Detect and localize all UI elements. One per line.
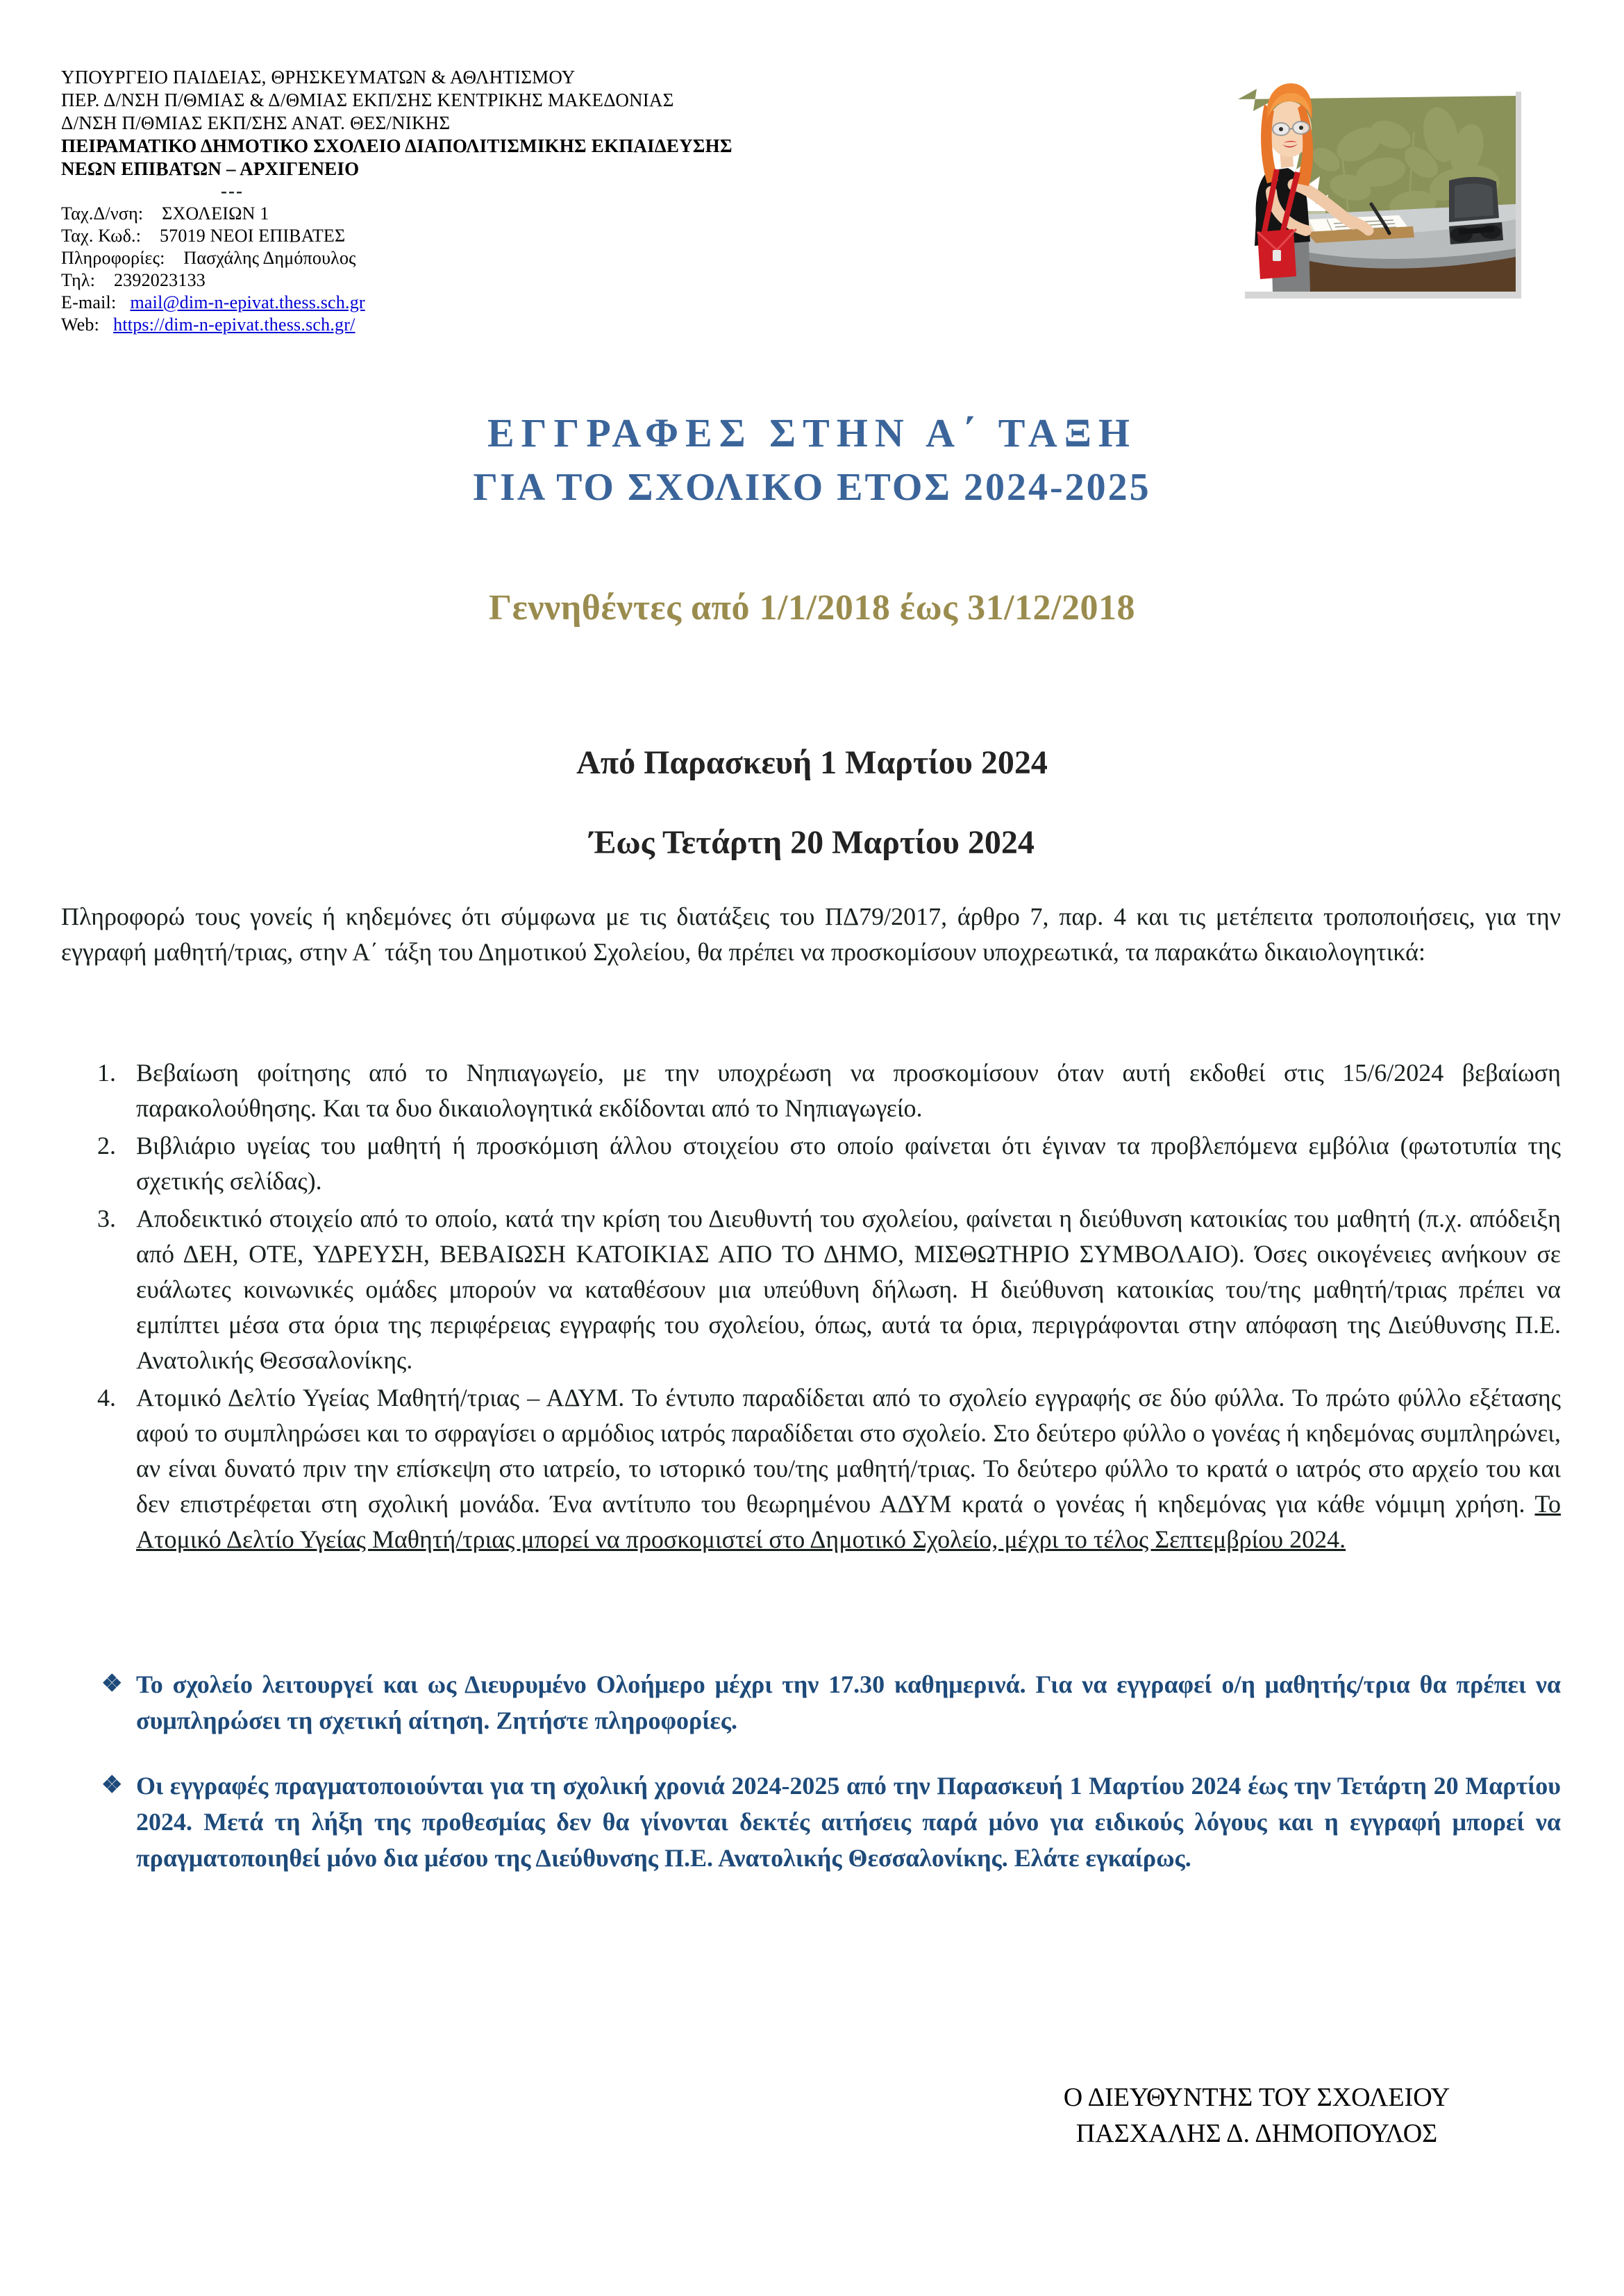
regional-directorate-line: ΠΕΡ. Δ/ΝΣΗ Π/ΘΜΙΑΣ & Δ/ΘΜΙΑΣ ΕΚΠ/ΣΗΣ ΚΕΝΤΡΙΚΗΣ ΜΑΚΕΔΟΝΙΑΣ [61,90,674,110]
requirement-text: Ατομικό Δελτίο Υγείας Μαθητή/τριας – ΑΔΥΜ. Το έντυπο παραδίδεται από το σχολείο εγγραφής σε δύο φύλλα. Το πρώτο φύλλο εξέτασης αφού το συμπληρώσει και το σφραγίσει ο αρμόδιος ιατρός παραδίδεται στο σχολείο. Στο δεύτερο φύλλο ο γονέας ή κηδεμόνας συμπληρώνει, αν είναι δυνατό πριν την επίσκεψη στο ιατρείο, το ιστορικό του/της μαθητή/τριας. Το δεύτερο φύλλο το κρατά ο ιατρός στο αρχείο του και δεν επιστρέφεται στη σχολική μονάδα. Ένα αντίτυπο του θεωρημένου ΑΔΥΜ κρατά ο γονέας ή κηδεμόνας για κάθε νόμιμη χρήση. [136,1384,1561,1518]
requirement-item-4 [61,1380,1561,1557]
postcode-value: 57019 ΝΕΟΙ ΕΠΙΒΑΤΕΣ [159,226,346,246]
directorate-line: Δ/ΝΣΗ Π/ΘΜΙΑΣ ΕΚΠ/ΣΗΣ ΑΝΑΤ. ΘΕΣ/ΝΙΚΗΣ [61,112,451,133]
list-marker: 1. [97,1059,116,1087]
receptionist-clipart-image [1205,68,1531,304]
requirement-item-1 [61,1055,1561,1126]
requirement-text: Αποδεικτικό στοιχείο από το οποίο, κατά την κρίση του Διευθυντή του σχολείου, φαίνεται η διεύθυνση κατοικίας του μαθητή (π.χ. απόδειξη από ΔΕΗ, ΟΤΕ, ΥΔΡΕΥΣΗ, ΒΕΒΑΙΩΣΗ ΚΑΤΟΙΚΙΑΣ ΑΠΟ ΤΟ ΔΗΜΟ, ΜΙΣΘΩΤΗΡΙΟ ΣΥΜΒΟΛΑΙΟ). Όσες οικογένειες ανήκουν σε ευάλωτες κοινωνικές ομάδες μπορούν να καταθέσουν μια υπεύθυνη δήλωση. Η διεύθυνση κατοικίας του/της μαθητή/τριας πρέπει να εμπίπτει μέσα στα όρια της περιφέρειας εγγραφής του σχολείου, όπως, αυτά τα όρια, περιγράφονται στην απόφαση της Διεύθυνσης Π.Ε. Ανατολικής Θεσσαλονίκης. [136,1205,1561,1374]
requirement-item-2 [61,1128,1561,1199]
phone-row [61,269,1172,292]
requirement-text: Βιβλιάριο υγείας του μαθητή ή προσκόμιση άλλου στοιχείου στο οποίο φαίνεται ότι έγιναν τα προβλεπόμενα εμβόλια (φωτοτυπία της σχετικής σελίδας). [136,1132,1561,1195]
end-date-line: Έως Τετάρτη 20 Μαρτίου 2024 [589,824,1035,861]
requirement-item-3 [61,1201,1561,1378]
signature-role: Ο ΔΙΕΥΘΥΝΤΗΣ ΤΟΥ ΣΧΟΛΕΙΟΥ [1063,2083,1450,2112]
info-label: Πληροφορίες: [61,248,165,268]
website-link[interactable]: https://dim-n-epivat.thess.sch.gr/ [113,315,355,335]
phone-label: Τηλ: [61,270,96,290]
signature-block [958,2079,1555,2152]
notice-text: Οι εγγραφές πραγματοποιούνται για τη σχολική χρονιά 2024-2025 από την Παρασκευή 1 Μαρτίου 2024 έως την Τετάρτη 20 Μαρτίου 2024. Μετά τη λήξη της προθεσμίας δεν θα γίνονται δεκτές αιτήσεις παρά μόνο για ειδικούς λόγους και η εγγραφή μπορεί να πραγματοποιηθεί μόνο δια μέσου της Διεύθυνσης Π.Ε. Ανατολικής Θεσσαλονίκης. Ελάτε εγκαίρως. [136,1772,1561,1872]
list-marker: 3. [97,1205,116,1232]
intro-paragraph: Πληροφορώ τους γονείς ή κηδεμόνες ότι σύμφωνα με τις διατάξεις του ΠΔ79/2017, άρθρο 7, παρ. 4 και τις μετέπειτα τροποποιήσεις, για την εγγραφή μαθητή/τριας, στην Α΄ τάξη του Δημοτικού Σχολείου, θα πρέπει να προσκομίσουν υποχρεωτικά, τα παρακάτω δικαιολογητικά: [61,903,1561,966]
info-row [61,247,1172,269]
phone-value: 2392023133 [113,270,206,290]
contact-block [61,203,1172,336]
requirements-list [61,1055,1561,1559]
postcode-label: Ταχ. Κωδ.: [61,226,142,246]
birth-year-range: Γεννηθέντες από 1/1/2018 έως 31/12/2018 [489,588,1135,628]
page-subtitle: ΓΙΑ ΤΟ ΣΧΟΛΙΚΟ ΕΤΟΣ 2024-2025 [473,466,1151,509]
requirement-text: Βεβαίωση φοίτησης από το Νηπιαγωγείο, με την υποχρέωση να προσκομίσουν όταν αυτή εκδοθεί στις 15/6/2024 βεβαίωση παρακολούθησης. Και τα δυο δικαιολογητικά εκδίδονται από το Νηπιαγωγείο. [136,1059,1561,1122]
address-label: Ταχ.Δ/νση: [61,203,144,224]
notices-list [61,1666,1561,1905]
start-date-line: Από Παρασκευή 1 Μαρτίου 2024 [576,744,1048,781]
email-row [61,292,1172,314]
letterhead-separator: --- [221,181,244,201]
signature-name: ΠΑΣΧΑΛΗΣ Δ. ΔΗΜΟΠΟΥΛΟΣ [1075,2119,1438,2148]
web-label: Web: [61,315,100,335]
school-name-line-2: ΝΕΩΝ ΕΠΙΒΑΤΩΝ – ΑΡΧΙΓΕΝΕΙΟ [61,158,360,179]
email-label: E-mail: [61,292,117,312]
title-block [0,406,1624,514]
diamond-bullet-icon: ❖ [101,1671,123,1697]
notice-item-1 [61,1666,1561,1738]
web-row [61,314,1172,336]
postcode-row [61,225,1172,247]
page-title: ΕΓΓΡΑΦΕΣ ΣΤΗΝ Α΄ ΤΑΞΗ [487,410,1137,455]
diamond-bullet-icon: ❖ [101,1773,123,1798]
email-link[interactable]: mail@dim-n-epivat.thess.sch.gr [130,292,365,312]
ministry-line: ΥΠΟΥΡΓΕΙΟ ΠΑΙΔΕΙΑΣ, ΘΡΗΣΚΕΥΜΑΤΩΝ & ΑΘΛΗΤΙΣΜΟΥ [61,67,576,87]
list-marker: 2. [97,1132,116,1159]
address-row [61,203,1172,225]
notice-text: Το σχολείο λειτουργεί και ως Διευρυμένο Ολοήμερο μέχρι την 17.30 καθημερινά. Για να εγγραφεί ο/η μαθητής/τρια θα πρέπει να συμπληρώσει τη σχετική αίτηση. Ζητήστε πληροφορίες. [136,1670,1561,1734]
info-value: Πασχάλης Δημόπουλος [183,248,356,268]
letterhead [61,66,1172,336]
notice-item-2 [61,1768,1561,1876]
list-marker: 4. [97,1384,116,1411]
requirement-text-underlined: Το Ατομικό Δελτίο Υγείας Μαθητή/τριας μπορεί να προσκομιστεί στο Δημοτικό Σχολείο, μέχρι το τέλος Σεπτεμβρίου 2024. [136,1490,1561,1553]
school-name-line-1: ΠΕΙΡΑΜΑΤΙΚΟ ΔΗΜΟΤΙΚΟ ΣΧΟΛΕΙΟ ΔΙΑΠΟΛΙΤΙΣΜΙΚΗΣ ΕΚΠΑΙΔΕΥΣΗΣ [61,135,733,156]
address-value: ΣΧΟΛΕΙΩΝ 1 [162,203,269,224]
